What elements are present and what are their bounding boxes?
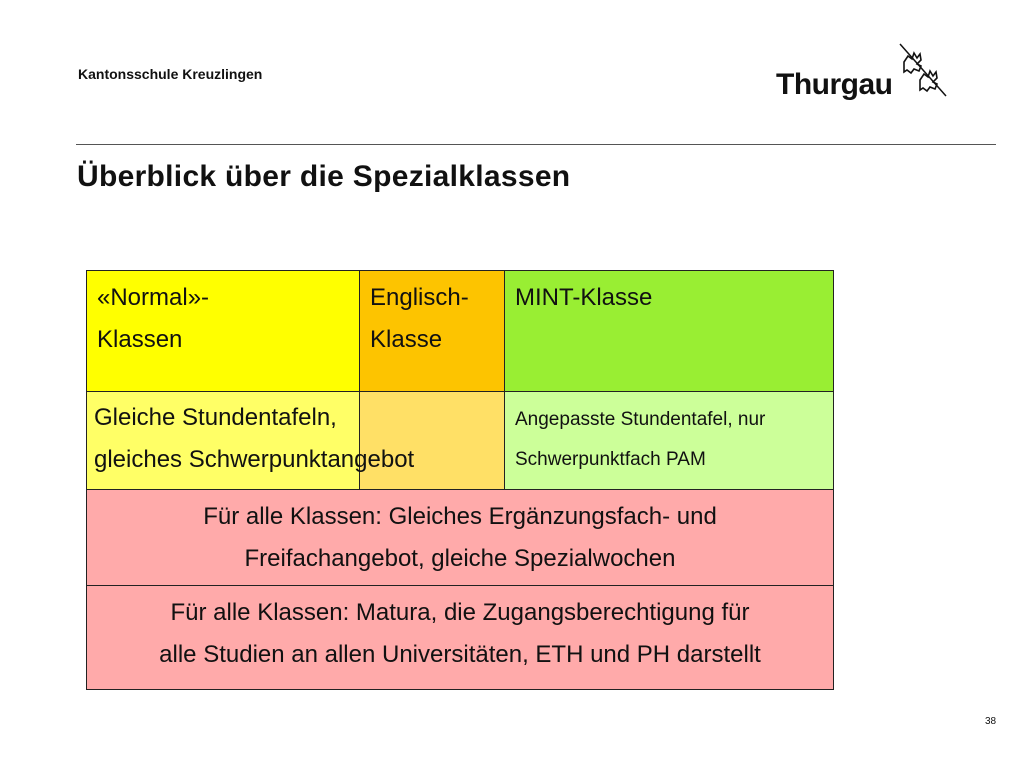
cell-text: Angepasste Stundentafel, nur [515, 409, 766, 430]
cell-text: Freifachangebot, gleiche Spezialwochen [244, 545, 676, 572]
logo-text: Thurgau [776, 68, 893, 101]
cell-text: Gleiche Stundentafeln, [94, 404, 337, 431]
lion-emblem-icon [898, 40, 950, 100]
cell-text: Klasse [370, 326, 443, 353]
cell-text: Schwerpunktfach PAM [515, 449, 706, 470]
cell-mint-klasse [504, 270, 834, 392]
cell-text: alle Studien an allen Universitäten, ETH und PH darstellt [159, 641, 761, 668]
page-number: 38 [985, 716, 997, 727]
cell-englisch-klasse [359, 270, 505, 392]
thurgau-logo [776, 40, 956, 110]
cell-text: MINT-Klasse [515, 284, 653, 311]
cell-text: Für alle Klassen: Gleiches Ergänzungsfach- und [203, 503, 717, 530]
cell-all-klassen-angebot [86, 489, 834, 586]
cell-all-klassen-matura [86, 585, 834, 690]
cell-text: Für alle Klassen: Matura, die Zugangsberechtigung für [170, 599, 750, 626]
cell-text: «Normal»- [97, 284, 210, 311]
cell-text: Englisch- [370, 284, 469, 311]
header-divider [76, 144, 996, 145]
cell-text: Klassen [97, 326, 183, 353]
cell-angepasste-stundentafel [504, 391, 834, 490]
cell-text: gleiches Schwerpunktangebot [94, 446, 415, 473]
school-name: Kantonsschule Kreuzlingen [78, 66, 263, 82]
cell-normal-klassen [86, 270, 360, 392]
page-title: Überblick über die Spezialklassen [77, 160, 571, 193]
cell-same-stundentafeln [94, 397, 414, 481]
